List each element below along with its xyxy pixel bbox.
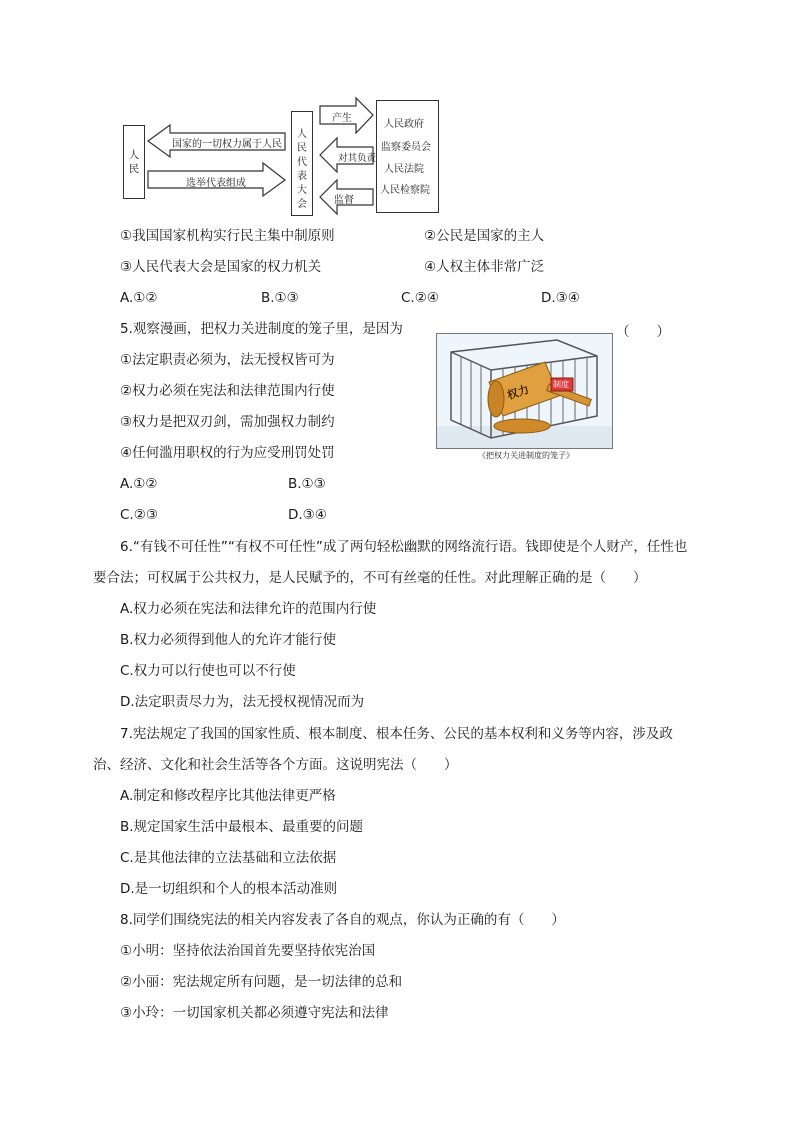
q4-option-3: ③人民代表大会是国家的权力机关: [120, 259, 322, 275]
cartoon-power-label: 权力: [505, 382, 531, 403]
q8-option-1: ①小明：坚持依法治国首先要坚持依宪治国: [120, 943, 376, 959]
q7-option-c: C.是其他法律的立法基础和立法依据: [120, 850, 337, 866]
npc-box: [291, 111, 313, 216]
cartoon-caption: 《把权力关进制度的笼子》: [478, 451, 574, 460]
q5-choice-b: B.①③: [288, 476, 326, 492]
q5-answer-paren: （ ）: [616, 324, 670, 340]
q5-option-2: ②权力必须在宪法和法律范围内行使: [120, 383, 335, 399]
q4-option-1: ①我国国家机构实行民主集中制原则: [120, 228, 335, 244]
produce-label: 产生: [332, 113, 352, 124]
q5-choice-c: C.②③: [120, 507, 158, 523]
organ-government: 人民政府: [384, 119, 424, 130]
q7-stem-line-2: 治、经济、文化和社会生活等各个方面。这说明宪法（ ）: [93, 757, 458, 773]
q7-option-d: D.是一切组织和个人的根本活动准则: [120, 881, 338, 897]
q5-option-3: ③权力是把双刃剑，需加强权力制约: [120, 414, 335, 430]
q6-stem-line-2: 要合法；可权属于公共权力，是人民赋予的，不可有丝毫的任性。对此理解正确的是（ ）: [93, 570, 647, 586]
q5-stem: 5.观察漫画，把权力关进制度的笼子里，是因为: [120, 321, 403, 337]
q7-option-a: A.制定和修改程序比其他法律更严格: [120, 788, 336, 804]
elect-label: 选举代表组成: [186, 178, 246, 189]
state-organs-box: [376, 100, 439, 213]
q7-stem-line-1: 7.宪法规定了我国的国家性质、根本制度、根本任务、公民的基本权利和义务等内容，涉及政: [120, 726, 673, 742]
q4-choice-a: A.①②: [120, 290, 158, 306]
q4-option-4: ④人权主体非常广泛: [424, 259, 545, 275]
q6-option-d: D.法定职责尽力为，法无授权视情况而为: [120, 694, 365, 710]
q5-choice-a: A.①②: [120, 476, 158, 492]
q4-option-2: ②公民是国家的主人: [424, 228, 545, 244]
q6-stem-line-1: 6.“有钱不可任性”“有权不可任性”成了两句轻松幽默的网络流行语。钱即使是个人财产，任性也: [120, 539, 688, 555]
organ-court: 人民法院: [384, 164, 424, 175]
q8-option-2: ②小丽：宪法规定所有问题，是一切法律的总和: [120, 974, 403, 990]
q8-option-3: ③小玲：一切国家机关都必须遵守宪法和法律: [120, 1005, 389, 1021]
q5-choice-d: D.③④: [288, 507, 327, 523]
organ-supervision: 监察委员会: [381, 142, 431, 153]
npc-label: 人民代表大会: [297, 129, 307, 210]
q5-option-1: ①法定职责必须为，法无授权皆可为: [120, 352, 335, 368]
q4-choice-d: D.③④: [541, 290, 580, 306]
q4-choice-b: B.①③: [261, 290, 299, 306]
people-label: 人民: [128, 149, 140, 175]
power-belongs-label: 国家的一切权力属于人民: [172, 139, 282, 150]
responsible-label: 对其负责: [338, 153, 377, 164]
cartoon-system-label: 制度: [553, 380, 569, 389]
q7-option-b: B.规定国家生活中最根本、最重要的问题: [120, 819, 364, 835]
q4-choice-c: C.②④: [401, 290, 439, 306]
q8-stem: 8.同学们围绕宪法的相关内容发表了各自的观点，你认为正确的有（ ）: [120, 912, 565, 928]
cage-cartoon: [436, 333, 613, 449]
q6-option-a: A.权力必须在宪法和法律允许的范围内行使: [120, 601, 377, 617]
q6-option-b: B.权力必须得到他人的允许才能行使: [120, 632, 337, 648]
q6-option-c: C.权力可以行使也可以不行使: [120, 663, 296, 679]
supervise-label: 监督: [334, 195, 354, 206]
organ-procuratorate: 人民检察院: [380, 185, 430, 196]
q5-option-4: ④任何滥用职权的行为应受刑罚处罚: [120, 445, 335, 461]
